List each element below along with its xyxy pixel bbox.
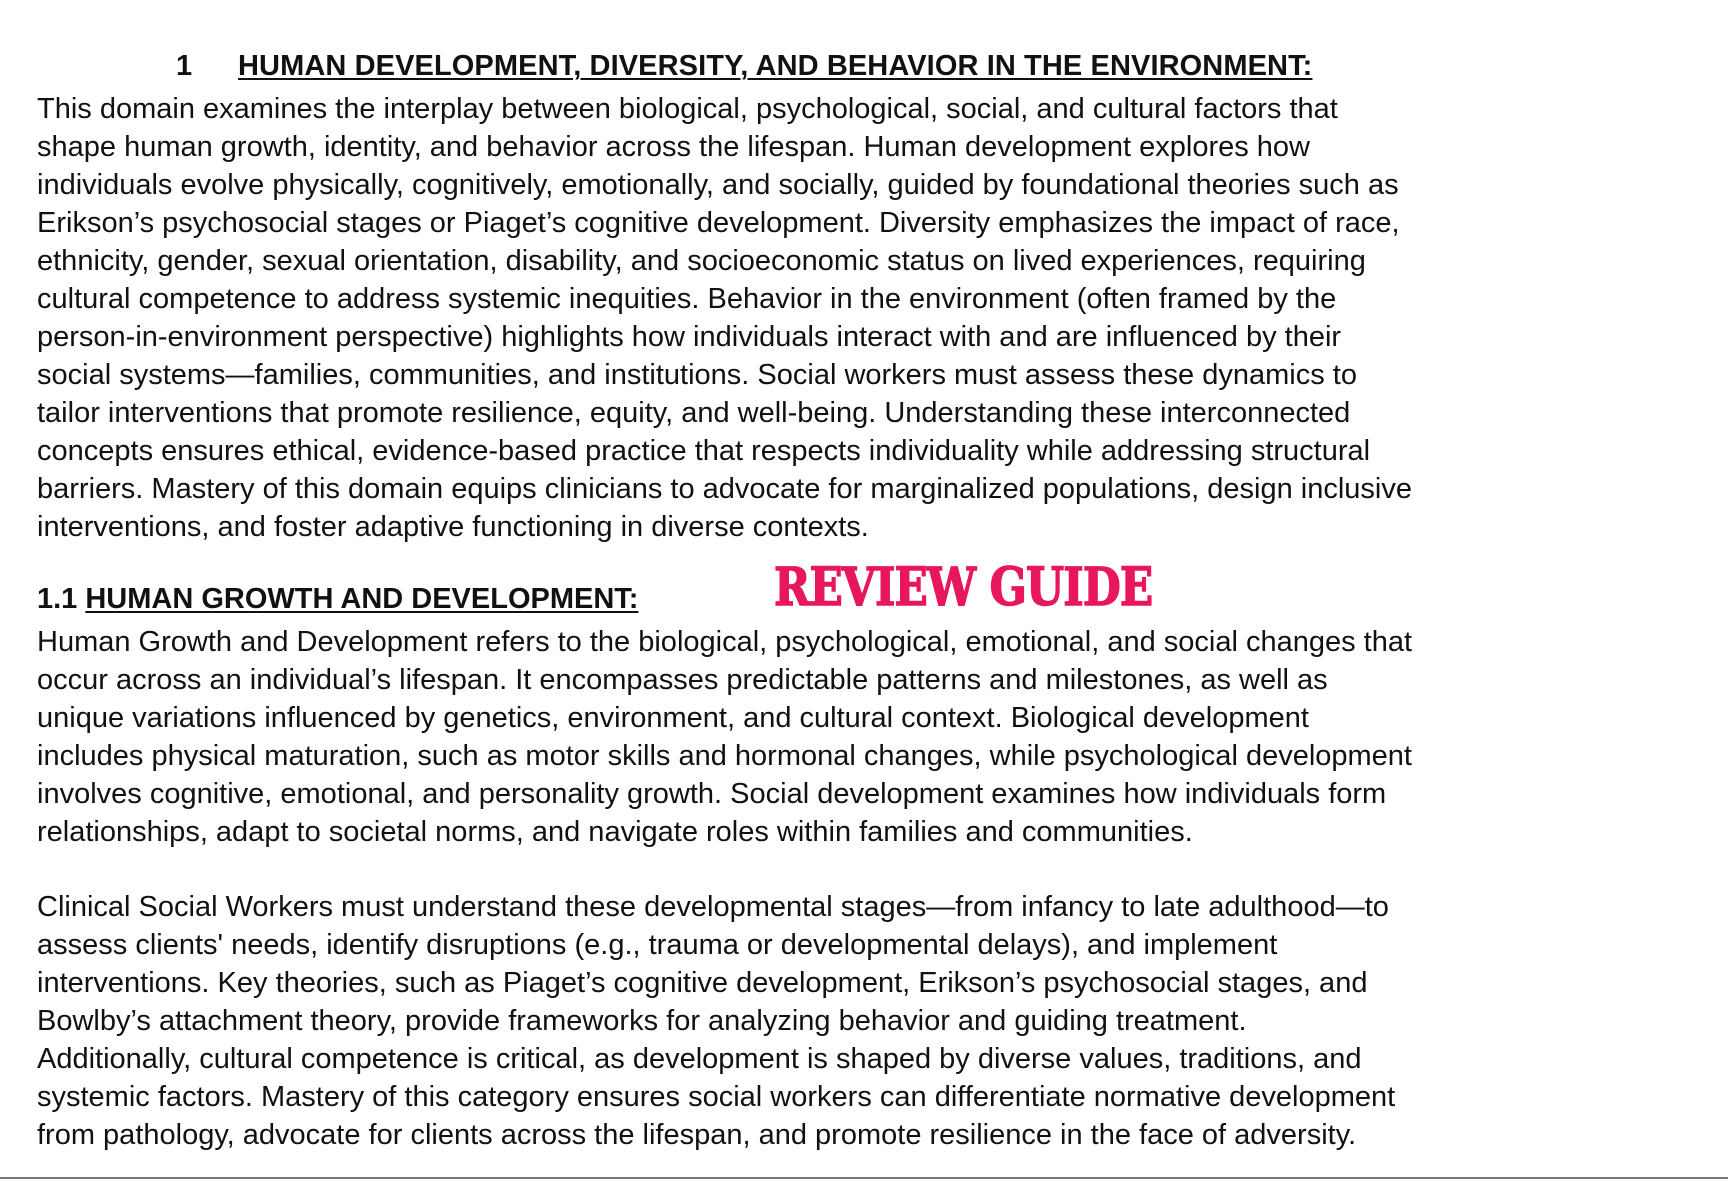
paragraph-line: interventions. Key theories, such as Piaget’s cognitive development, Erikson’s psychosocial stages, and [37, 967, 1368, 999]
paragraph-line: cultural competence to address systemic inequities. Behavior in the environment (often framed by the [37, 283, 1337, 315]
section-number: 1 [176, 50, 193, 82]
paragraph-line: includes physical maturation, such as motor skills and hormonal changes, while psychological development [37, 740, 1412, 772]
paragraph-line: concepts ensures ethical, evidence-based practice that respects individuality while addressing structural [37, 435, 1371, 467]
paragraph-line: shape human growth, identity, and behavior across the lifespan. Human development explores how [37, 131, 1310, 163]
paragraph-line: assess clients' needs, identify disruptions (e.g., trauma or developmental delays), and implement [37, 929, 1278, 961]
paragraph-line: Clinical Social Workers must understand these developmental stages—from infancy to late adulthood—to [37, 891, 1389, 923]
paragraph-line: systemic factors. Mastery of this category ensures social workers can differentiate normative development [37, 1081, 1396, 1113]
subsection-paragraph-2 [37, 888, 1697, 1154]
paragraph-line: barriers. Mastery of this domain equips clinicians to advocate for marginalized populations, design inclusive [37, 473, 1412, 505]
paragraph-line: relationships, adapt to societal norms, and navigate roles within families and communities. [37, 816, 1193, 848]
paragraph-line: Additionally, cultural competence is critical, as development is shaped by diverse values, traditions, and [37, 1043, 1362, 1075]
subsection-number: 1.1 [37, 583, 78, 615]
paragraph-line: involves cognitive, emotional, and personality growth. Social development examines how individuals form [37, 778, 1387, 810]
paragraph-line: person-in-environment perspective) highlights how individuals interact with and are influenced by their [37, 321, 1342, 353]
paragraph-line: social systems—families, communities, and institutions. Social workers must assess these dynamics to [37, 359, 1357, 391]
subsection-heading [37, 583, 638, 616]
paragraph-line: Human Growth and Development refers to the biological, psychological, emotional, and social changes that [37, 626, 1413, 658]
page-bottom-divider [0, 1177, 1728, 1179]
section-heading [176, 50, 1312, 83]
paragraph-line: from pathology, advocate for clients across the lifespan, and promote resilience in the face of adversity. [37, 1119, 1357, 1151]
paragraph-line: interventions, and foster adaptive functioning in diverse contexts. [37, 511, 869, 543]
paragraph-line: Erikson’s psychosocial stages or Piaget’s cognitive development. Diversity emphasizes the impact of race, [37, 207, 1400, 239]
paragraph-line: unique variations influenced by genetics, environment, and cultural context. Biological development [37, 702, 1309, 734]
review-guide-stamp: REVIEW GUIDE [774, 557, 1153, 618]
subsection-paragraph-1 [37, 623, 1697, 851]
paragraph-line: This domain examines the interplay between biological, psychological, social, and cultural factors that [37, 93, 1338, 125]
paragraph-line: occur across an individual’s lifespan. It encompasses predictable patterns and milestones, as well as [37, 664, 1328, 696]
paragraph-line: Bowlby’s attachment theory, provide frameworks for analyzing behavior and guiding treatment. [37, 1005, 1247, 1037]
section-intro-paragraph [37, 90, 1697, 546]
section-title: HUMAN DEVELOPMENT, DIVERSITY, AND BEHAVIOR IN THE ENVIRONMENT: [238, 50, 1313, 82]
paragraph-line: ethnicity, gender, sexual orientation, disability, and socioeconomic status on lived experiences, requiring [37, 245, 1366, 277]
subsection-title: HUMAN GROWTH AND DEVELOPMENT: [85, 583, 639, 615]
paragraph-line: tailor interventions that promote resilience, equity, and well-being. Understanding these interconnected [37, 397, 1351, 429]
paragraph-line: individuals evolve physically, cognitively, emotionally, and socially, guided by foundational theories such as [37, 169, 1399, 201]
